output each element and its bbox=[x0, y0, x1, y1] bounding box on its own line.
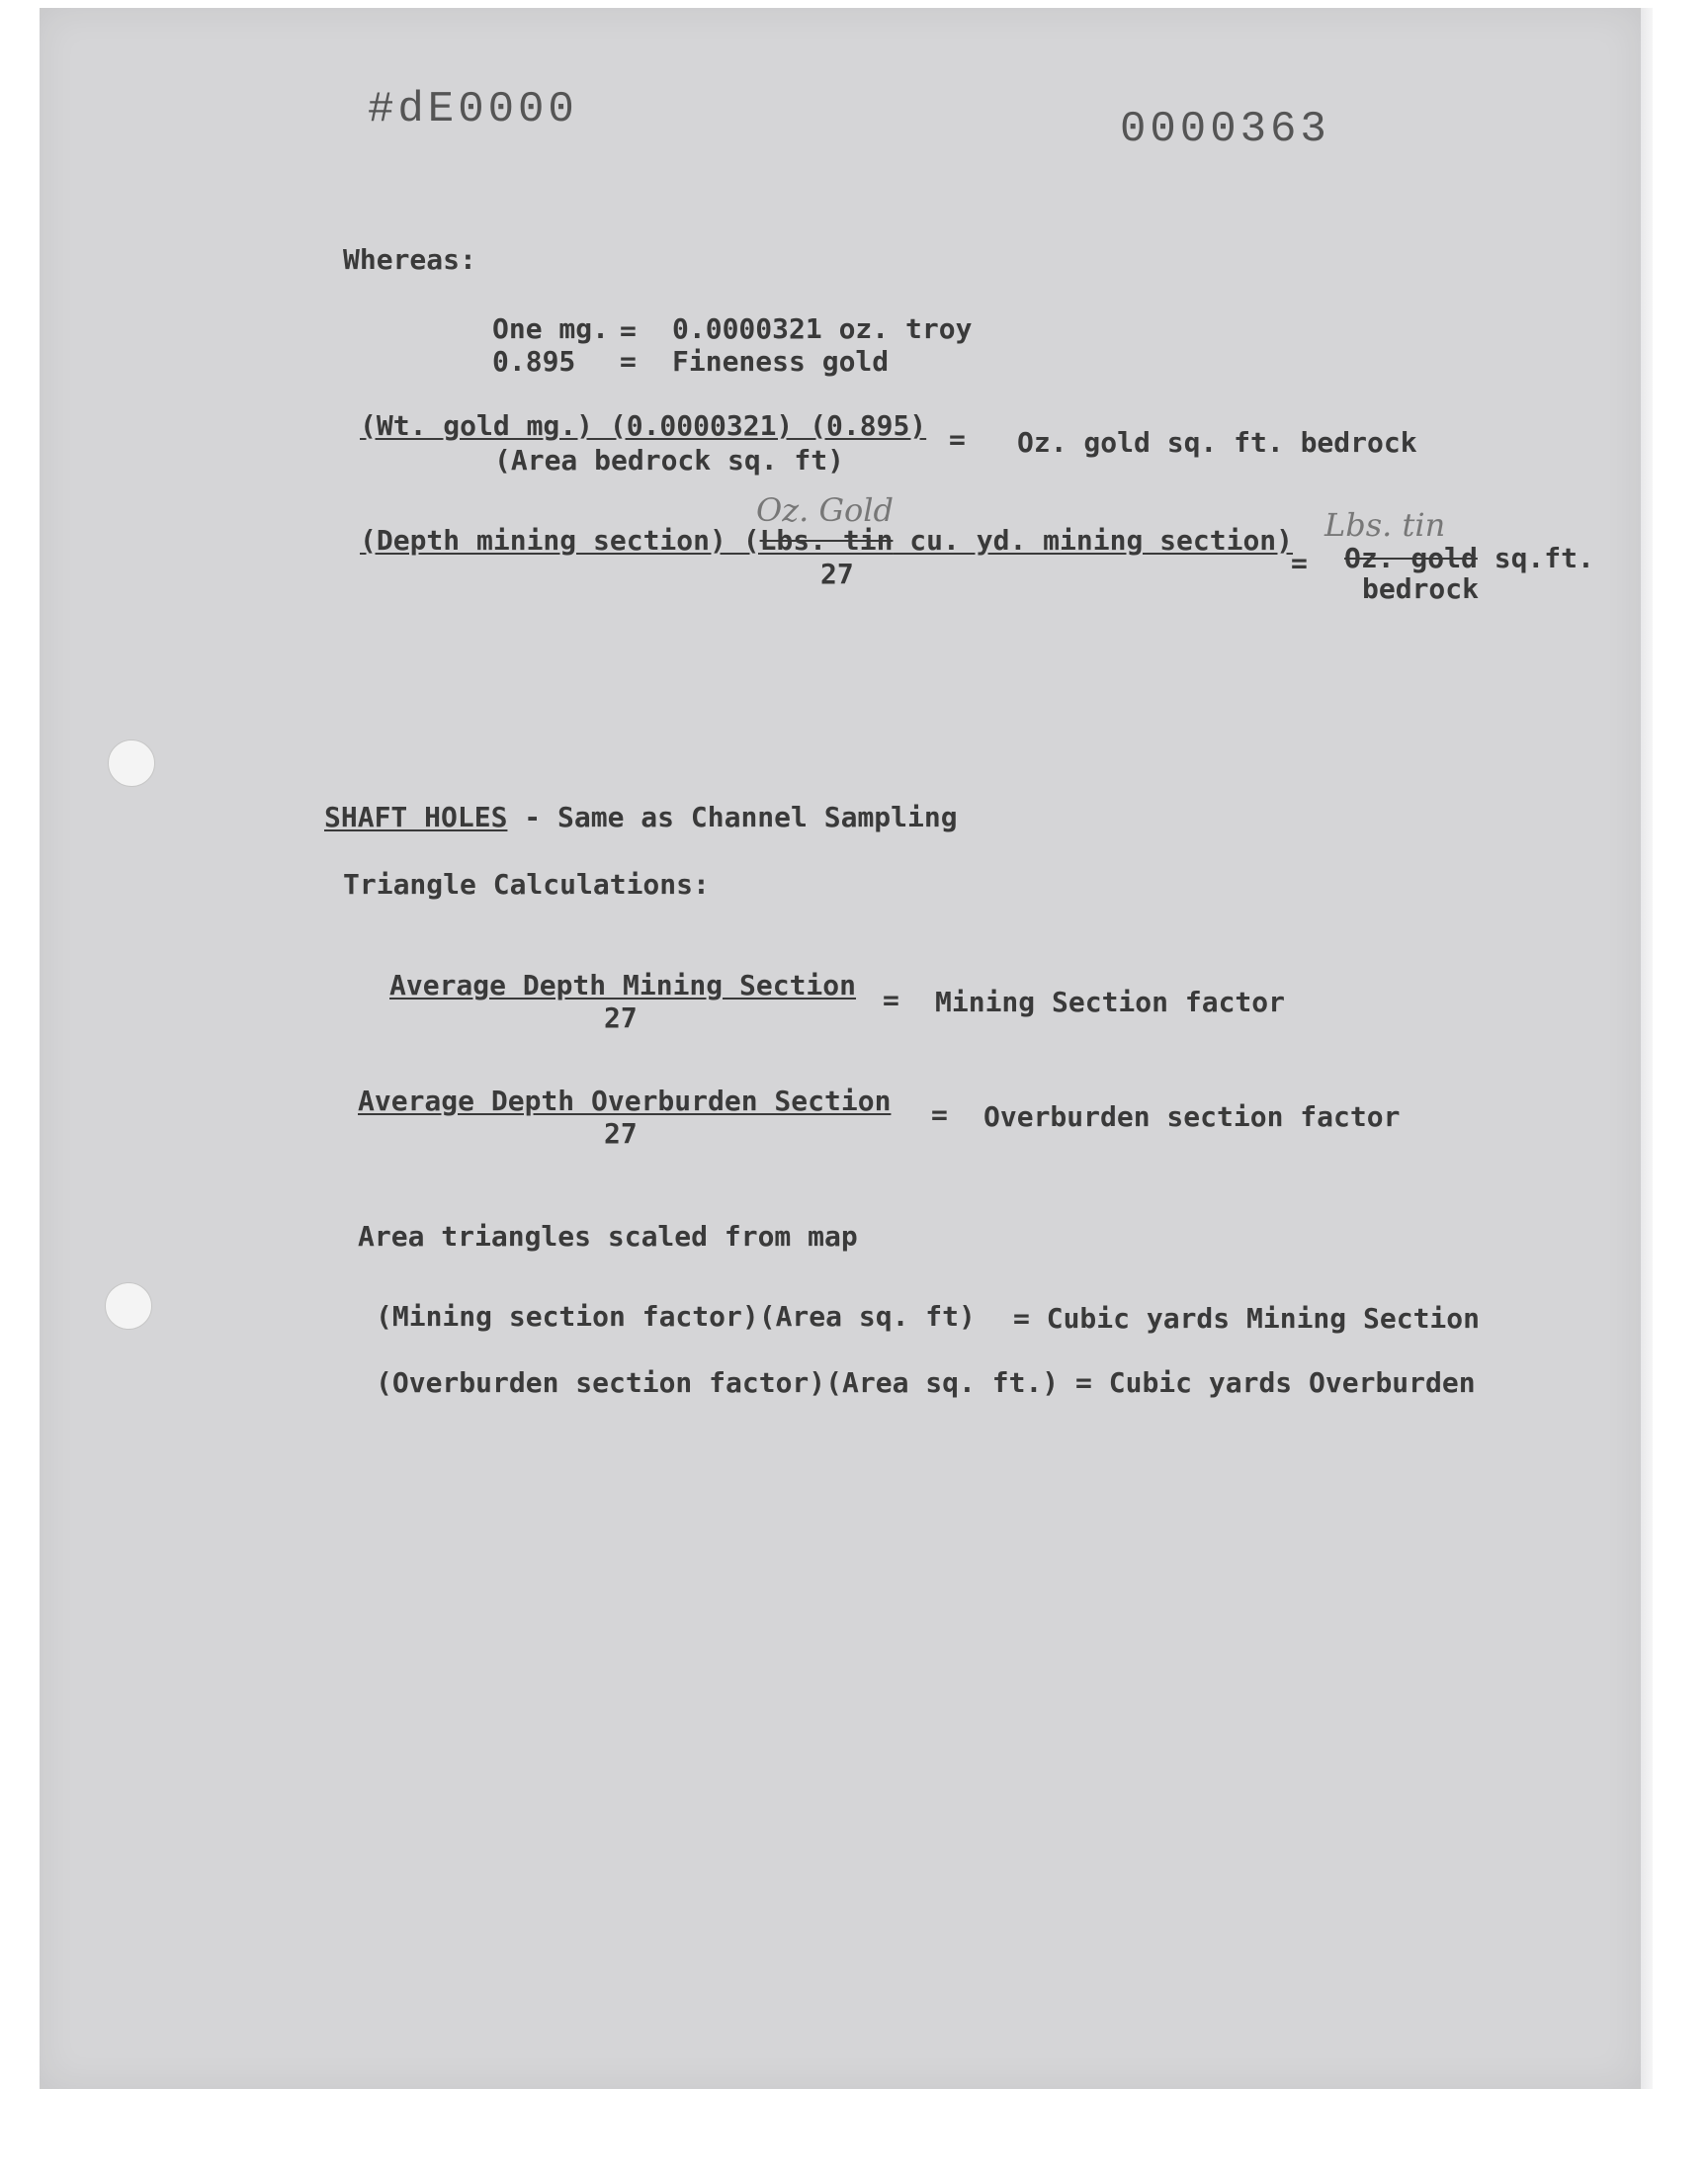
formula2-result-line2: bedrock bbox=[1362, 572, 1480, 605]
formula2-result-rest: sq.ft. bbox=[1477, 542, 1594, 574]
formula2-numerator-end: cu. yd. mining section) bbox=[893, 524, 1294, 557]
punch-hole-top bbox=[108, 740, 155, 787]
triangle-formula2-denominator: 27 bbox=[604, 1117, 638, 1150]
document-stamp-right: 0000363 bbox=[1120, 105, 1330, 154]
triangle-formula2-result: Overburden section factor bbox=[983, 1100, 1401, 1133]
whereas-line1-eq: = bbox=[620, 314, 637, 347]
calc-overburden: (Overburden section factor)(Area sq. ft.) = Cubic yards Overburden bbox=[376, 1366, 1476, 1399]
handwritten-lbs-tin: Lbs. tin bbox=[1324, 506, 1446, 544]
shaft-holes-rest: - Same as Channel Sampling bbox=[507, 801, 958, 833]
triangle-formula2-numerator: Average Depth Overburden Section bbox=[358, 1085, 892, 1117]
handwritten-oz-gold: Oz. Gold bbox=[756, 491, 894, 529]
triangle-formula1-denominator: 27 bbox=[604, 1001, 638, 1034]
triangle-formula1-numerator: Average Depth Mining Section bbox=[389, 969, 857, 1001]
whereas-label: Whereas: bbox=[343, 243, 476, 276]
formula2-equals: = bbox=[1291, 547, 1308, 579]
calc-mining-left: (Mining section factor)(Area sq. ft) bbox=[376, 1300, 976, 1333]
whereas-line1-left: One mg. bbox=[492, 312, 610, 345]
formula2-numerator-start: (Depth mining section) ( bbox=[360, 524, 760, 557]
formula2-result-struck: Oz. gold bbox=[1344, 542, 1478, 574]
formula2-result bbox=[1344, 542, 1594, 574]
whereas-line2-eq: = bbox=[620, 345, 637, 378]
formula2-denominator: 27 bbox=[820, 558, 854, 590]
formula1-equals: = bbox=[949, 423, 966, 456]
formula2-numerator-struck: Lbs. tin bbox=[759, 524, 894, 557]
shaft-holes-line bbox=[324, 801, 958, 833]
document-stamp-left: #dE0000 bbox=[368, 85, 578, 134]
triangle-formula1-result: Mining Section factor bbox=[935, 986, 1286, 1018]
calc-mining-right: = Cubic yards Mining Section bbox=[1013, 1302, 1481, 1335]
formula2-numerator bbox=[360, 524, 1293, 557]
triangle-formula1-equals: = bbox=[883, 984, 899, 1016]
shaft-holes-title: SHAFT HOLES bbox=[324, 801, 508, 833]
formula1-denominator: (Area bedrock sq. ft) bbox=[494, 444, 845, 477]
whereas-line2-left: 0.895 bbox=[492, 345, 576, 378]
formula1-result: Oz. gold sq. ft. bedrock bbox=[1017, 426, 1417, 459]
area-triangles-line: Area triangles scaled from map bbox=[358, 1220, 858, 1253]
whereas-line2-right: Fineness gold bbox=[672, 345, 890, 378]
punch-hole-bottom bbox=[105, 1282, 152, 1330]
whereas-line1-right: 0.0000321 oz. troy bbox=[672, 312, 973, 345]
triangle-heading: Triangle Calculations: bbox=[343, 868, 710, 901]
formula1-numerator: (Wt. gold mg.) (0.0000321) (0.895) bbox=[360, 409, 927, 442]
triangle-formula2-equals: = bbox=[931, 1098, 948, 1131]
page-edge bbox=[1641, 8, 1653, 2089]
